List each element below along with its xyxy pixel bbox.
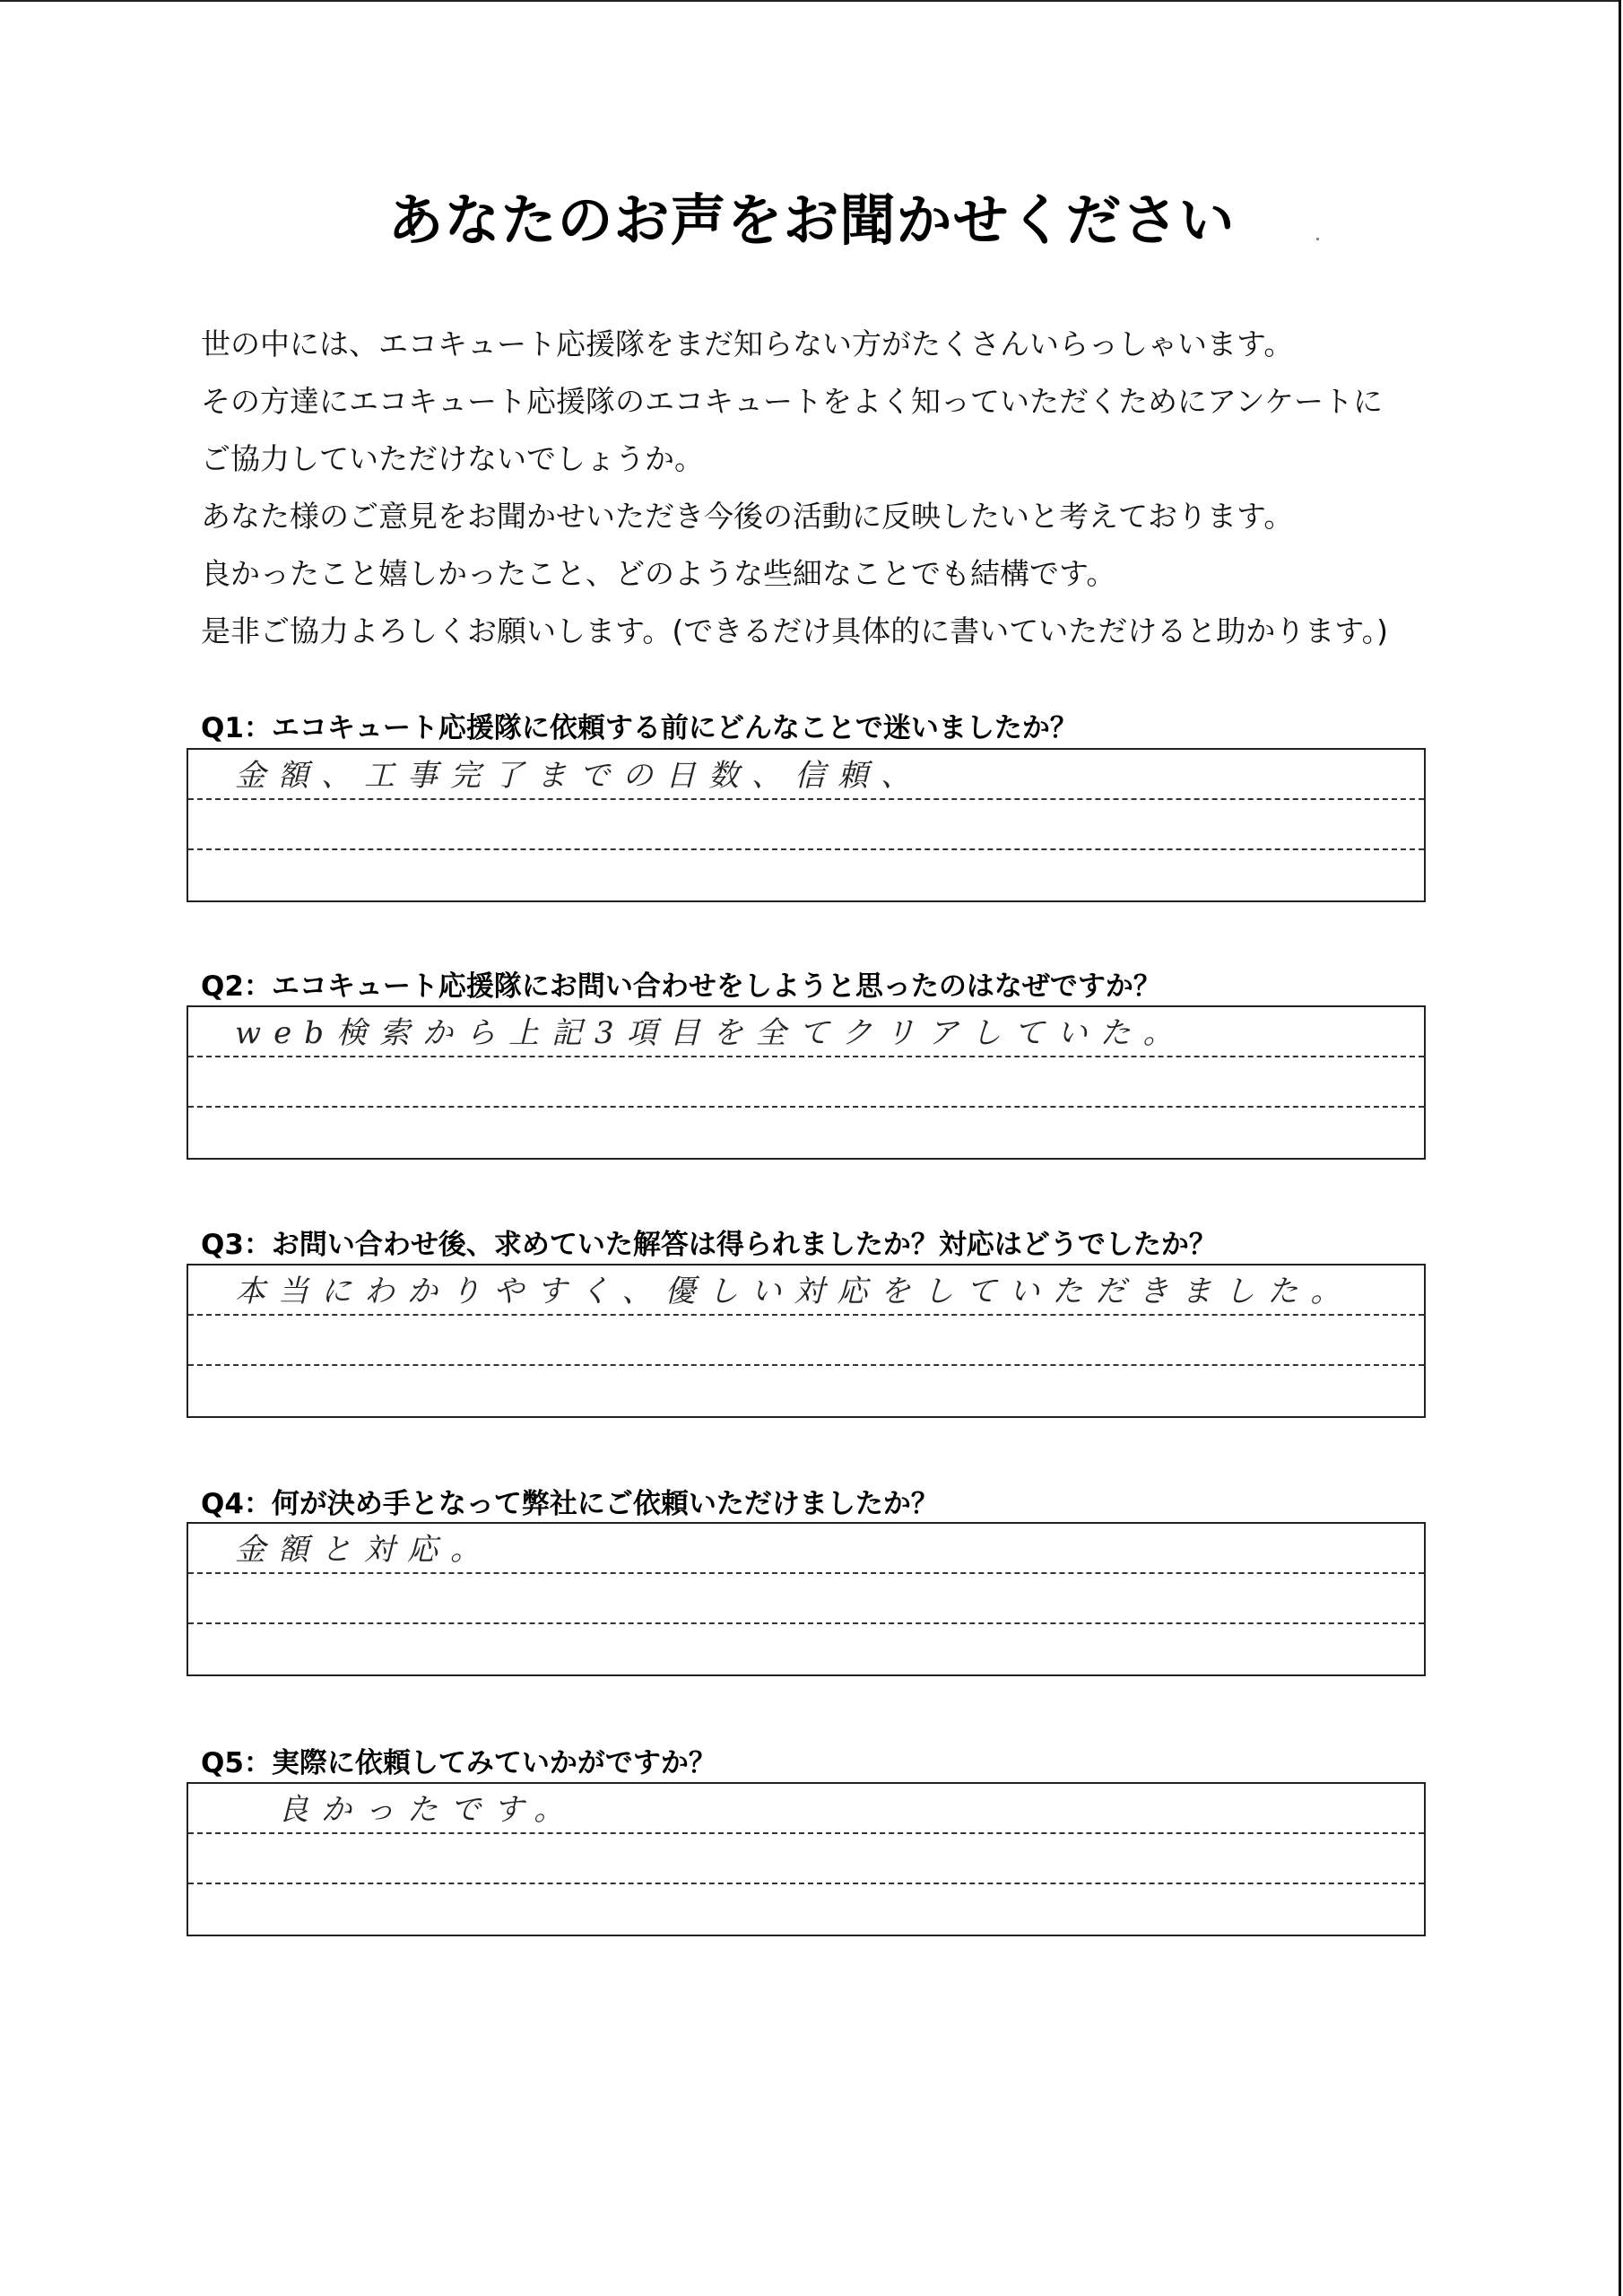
answer-box-q2[interactable]: [187, 1005, 1426, 1160]
answer-line: [188, 1366, 1424, 1416]
handwritten-answer-q1: 金額、工事完了までの日数、信頼、: [235, 758, 924, 794]
handwritten-answer-q3: 本当にわかりやすく、優しい対応をしていただきました。: [235, 1274, 1354, 1309]
page-border-top: [0, 0, 1621, 2]
handwritten-answer-q2: web検索から上記3項目を全てクリアしていた。: [235, 1015, 1186, 1051]
intro-line: その方達にエコキュート応援隊のエコキュートをよく知っていただくためにアンケートに: [201, 384, 1384, 419]
answer-line: [188, 1624, 1424, 1674]
answer-line: [188, 1265, 1424, 1316]
question-label-q1: Q1：エコキュート応援隊に依頼する前にどんなことで迷いましたか？: [201, 712, 1078, 744]
intro-paragraph: [201, 316, 1456, 660]
answer-line: [188, 1574, 1424, 1624]
intro-line: 是非ご協力よろしくお願いします。(できるだけ具体的に書いていただけると助かります。): [201, 613, 1388, 648]
answer-line: [188, 1108, 1424, 1158]
page-border-right: [1619, 0, 1621, 2296]
answer-line: [188, 800, 1424, 850]
answer-line: [188, 1316, 1424, 1366]
answer-box-q4[interactable]: [187, 1522, 1426, 1676]
page-title: あなたのお声をお聞かせください: [387, 187, 1236, 253]
handwritten-answer-q4: 金額と対応。: [235, 1532, 493, 1568]
intro-line: 世の中には、エコキュート応援隊をまだ知らない方がたくさんいらっしゃいます。: [201, 326, 1294, 361]
answer-box-q3[interactable]: [187, 1264, 1426, 1418]
handwritten-answer-q5: 良かったです。: [278, 1792, 577, 1828]
answer-line: [188, 1057, 1424, 1108]
question-label-q4: Q4：何が決め手となって弊社にご依頼いただけましたか？: [201, 1488, 939, 1520]
answer-line: [188, 1884, 1424, 1935]
intro-line: ご協力していただけないでしょうか。: [201, 441, 704, 476]
answer-box-q5[interactable]: [187, 1782, 1426, 1936]
answer-line: [188, 1007, 1424, 1057]
intro-line: 良かったこと嬉しかったこと、どのような些細なことでも結構です。: [201, 556, 1116, 591]
answer-line: [188, 850, 1424, 900]
question-label-q2: Q2：エコキュート応援隊にお問い合わせをしようと思ったのはなぜですか？: [201, 970, 1161, 1003]
intro-line: あなた様のご意見をお聞かせいただき今後の活動に反映したいと考えております。: [201, 499, 1294, 534]
answer-line: [188, 1834, 1424, 1884]
answer-box-q1[interactable]: [187, 748, 1426, 902]
question-label-q3: Q3：お問い合わせ後、求めていた解答は得られましたか？対応はどうでしたか？: [201, 1229, 1217, 1261]
answer-line: [188, 1784, 1424, 1834]
answer-line: [188, 750, 1424, 800]
answer-line: [188, 1524, 1424, 1574]
question-label-q5: Q5：実際に依頼してみていかがですか？: [201, 1747, 716, 1779]
